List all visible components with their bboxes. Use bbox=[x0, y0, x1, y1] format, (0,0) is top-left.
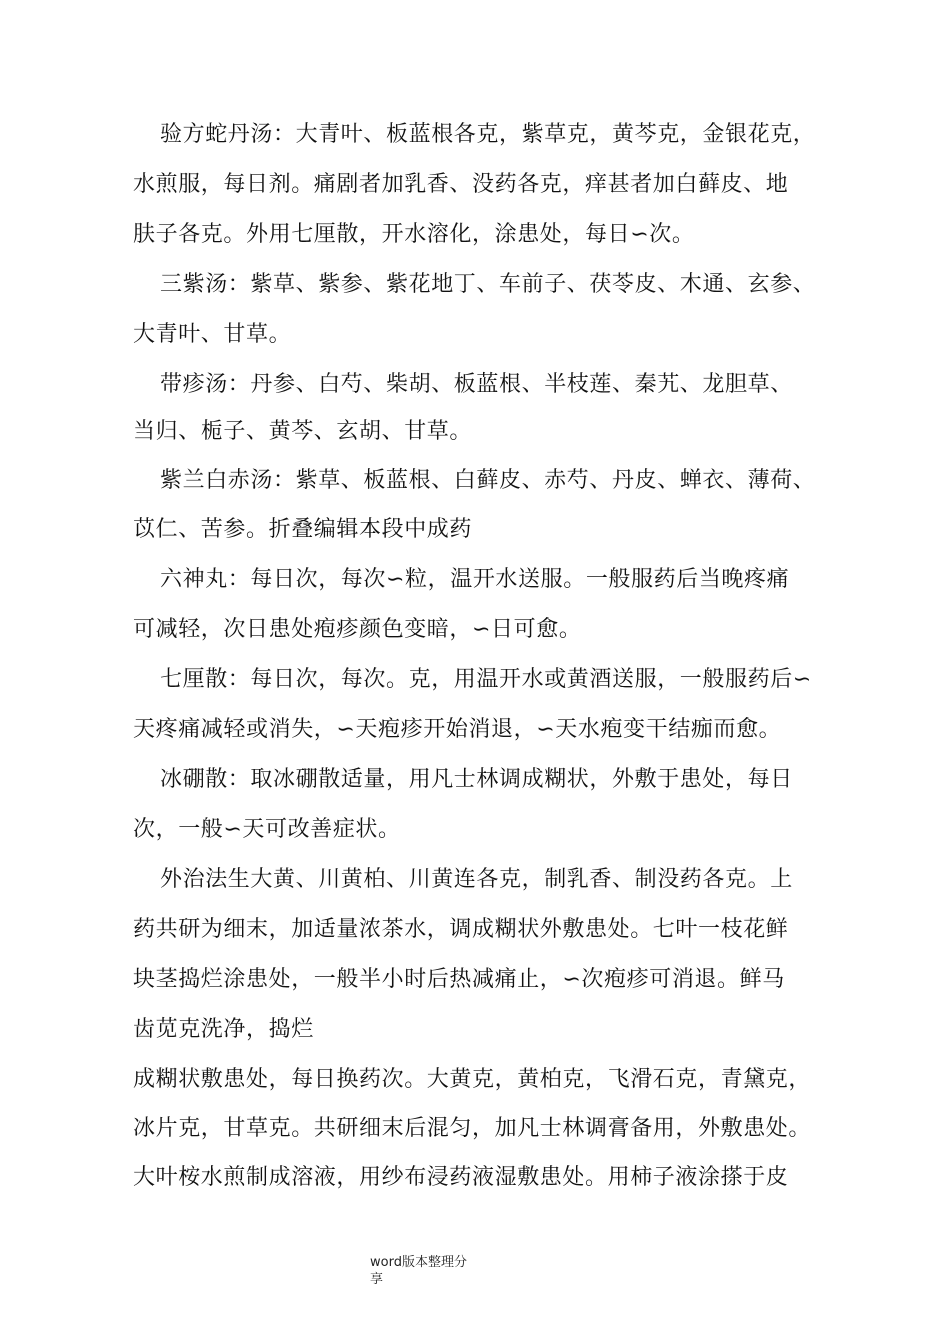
text-line: 成糊状敷患处，每日换药次。大黄克，黄柏克，飞滑石克，青黛克， bbox=[133, 1067, 812, 1092]
text-line: 验方蛇丹汤：大青叶、板蓝根各克，紫草克，黄芩克，金银花克， bbox=[160, 122, 816, 147]
page-footer bbox=[370, 1254, 490, 1288]
text-line: 大叶桉水煎制成溶液，用纱布浸药液湿敷患处。用柿子液涂搽于皮 bbox=[133, 1165, 789, 1190]
text-line: 天疼痛减轻或消失，∽天疱疹开始消退，∽天水疱变干结痂而愈。 bbox=[133, 717, 782, 742]
footer-line: 享 bbox=[370, 1272, 384, 1287]
text-line: 肤子各克。外用七厘散，开水溶化，涂患处，每日∽次。 bbox=[133, 222, 695, 247]
text-line: 齿苋克洗净，捣烂 bbox=[133, 1017, 314, 1042]
text-line: 水煎服，每日剂。痛剧者加乳香、没药各克，痒甚者加白藓皮、地 bbox=[133, 172, 789, 197]
text-line: 可减轻，次日患处疱疹颜色变暗，∽日可愈。 bbox=[133, 617, 582, 642]
footer-line: word版本整理分 bbox=[370, 1255, 467, 1270]
text-line: 七厘散：每日次，每次。克，用温开水或黄酒送服，一般服药后∽ bbox=[160, 667, 812, 692]
text-line: 冰硼散：取冰硼散适量，用凡士林调成糊状，外敷于患处，每日 bbox=[160, 767, 793, 792]
text-line: 苡仁、苦参。折叠编辑本段中成药 bbox=[133, 517, 473, 542]
text-line: 大青叶、甘草。 bbox=[133, 322, 292, 347]
text-line: 带疹汤：丹参、白芍、柴胡、板蓝根、半枝莲、秦艽、龙胆草、 bbox=[160, 372, 793, 397]
text-line: 药共研为细末，加适量浓茶水，调成糊状外敷患处。七叶一枝花鲜 bbox=[133, 917, 789, 942]
text-line: 六神丸：每日次，每次∽粒，温开水送服。一般服药后当晚疼痛 bbox=[160, 567, 790, 592]
text-line: 三紫汤：紫草、紫参、紫花地丁、车前子、茯苓皮、木通、玄参、 bbox=[160, 272, 816, 297]
text-line: 冰片克，甘草克。共研细末后混匀，加凡士林调膏备用，外敷患处。 bbox=[133, 1116, 812, 1141]
text-line: 紫兰白赤汤：紫草、板蓝根、白藓皮、赤芍、丹皮、蝉衣、薄荷、 bbox=[160, 468, 816, 493]
text-line: 次，一般∽天可改善症状。 bbox=[133, 817, 401, 842]
text-line: 外治法生大黄、川黄柏、川黄连各克，制乳香、制没药各克。上 bbox=[160, 867, 793, 892]
text-line: 当归、栀子、黄芩、玄胡、甘草。 bbox=[133, 419, 473, 444]
text-line: 块茎捣烂涂患处，一般半小时后热减痛止，∽次疱疹可消退。鲜马 bbox=[133, 967, 785, 992]
